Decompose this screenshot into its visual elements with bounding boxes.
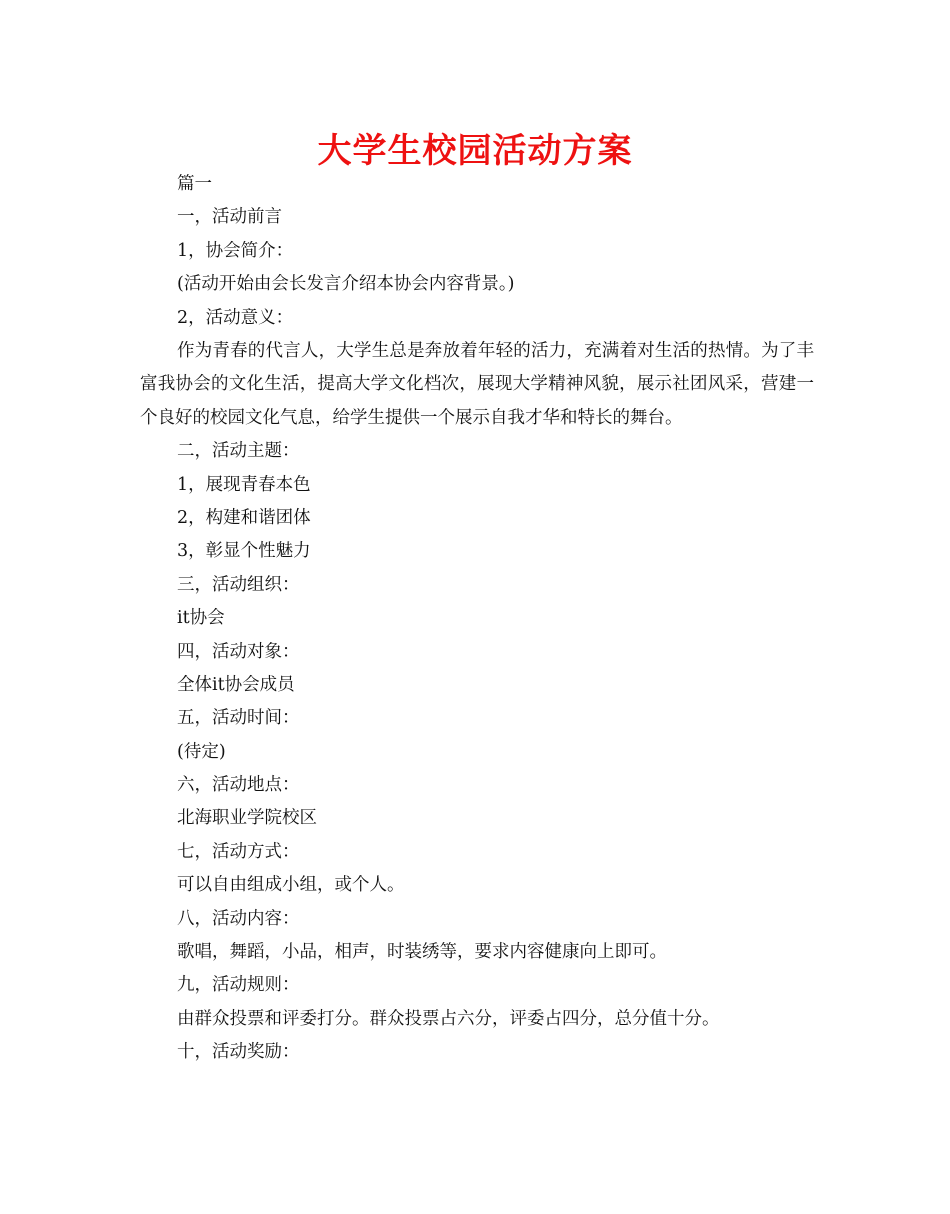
document-title: 大学生校园活动方案 — [317, 131, 633, 171]
text-line: 六，活动地点： — [177, 775, 300, 796]
text-line: 八，活动内容： — [177, 908, 300, 929]
text-line: 九，活动规则： — [177, 975, 300, 996]
text-line: 1，协会简介： — [177, 240, 294, 261]
text-line: 四，活动对象： — [177, 641, 300, 662]
text-line: 全体it协会成员 — [177, 674, 295, 695]
text-line: 七，活动方式： — [177, 841, 300, 862]
text-line: 一，活动前言 — [177, 207, 282, 228]
document-body — [140, 168, 814, 1070]
text-line: 北海职业学院校区 — [177, 808, 317, 829]
text-line: (活动开始由会长发言介绍本协会内容背景。) — [177, 274, 515, 295]
text-line: it协会 — [177, 608, 225, 629]
text-line: 二，活动主题： — [177, 441, 300, 462]
text-line: 1，展现青春本色 — [177, 474, 311, 495]
text-line: 可以自由组成小组，或个人。 — [177, 875, 405, 896]
text-line: 十，活动奖励： — [177, 1042, 300, 1063]
text-line: 五，活动时间： — [177, 708, 300, 729]
activity-significance-paragraph: 作为青春的代言人，大学生总是奔放着年轻的活力，充满着对生活的热情。为了丰富我协会的文化生活，提高大学文化档次，展现大学精神风貌，展示社团风采，营建一个良好的校园文化气息，给学生提供一个展示自我才华和特长的舞台。 — [140, 340, 814, 428]
text-line: 由群众投票和评委打分。群众投票占六分，评委占四分，总分值十分。 — [177, 1008, 720, 1029]
text-line: (待定) — [177, 741, 226, 762]
text-line: 三，活动组织： — [177, 574, 300, 595]
text-line: 歌唱，舞蹈，小品，相声，时装绣等，要求内容健康向上即可。 — [177, 942, 667, 963]
text-line: 2，构建和谐团体 — [177, 507, 311, 528]
text-line: 篇一 — [177, 174, 212, 194]
text-line: 3，彰显个性魅力 — [177, 541, 311, 562]
text-line: 2，活动意义： — [177, 307, 294, 328]
